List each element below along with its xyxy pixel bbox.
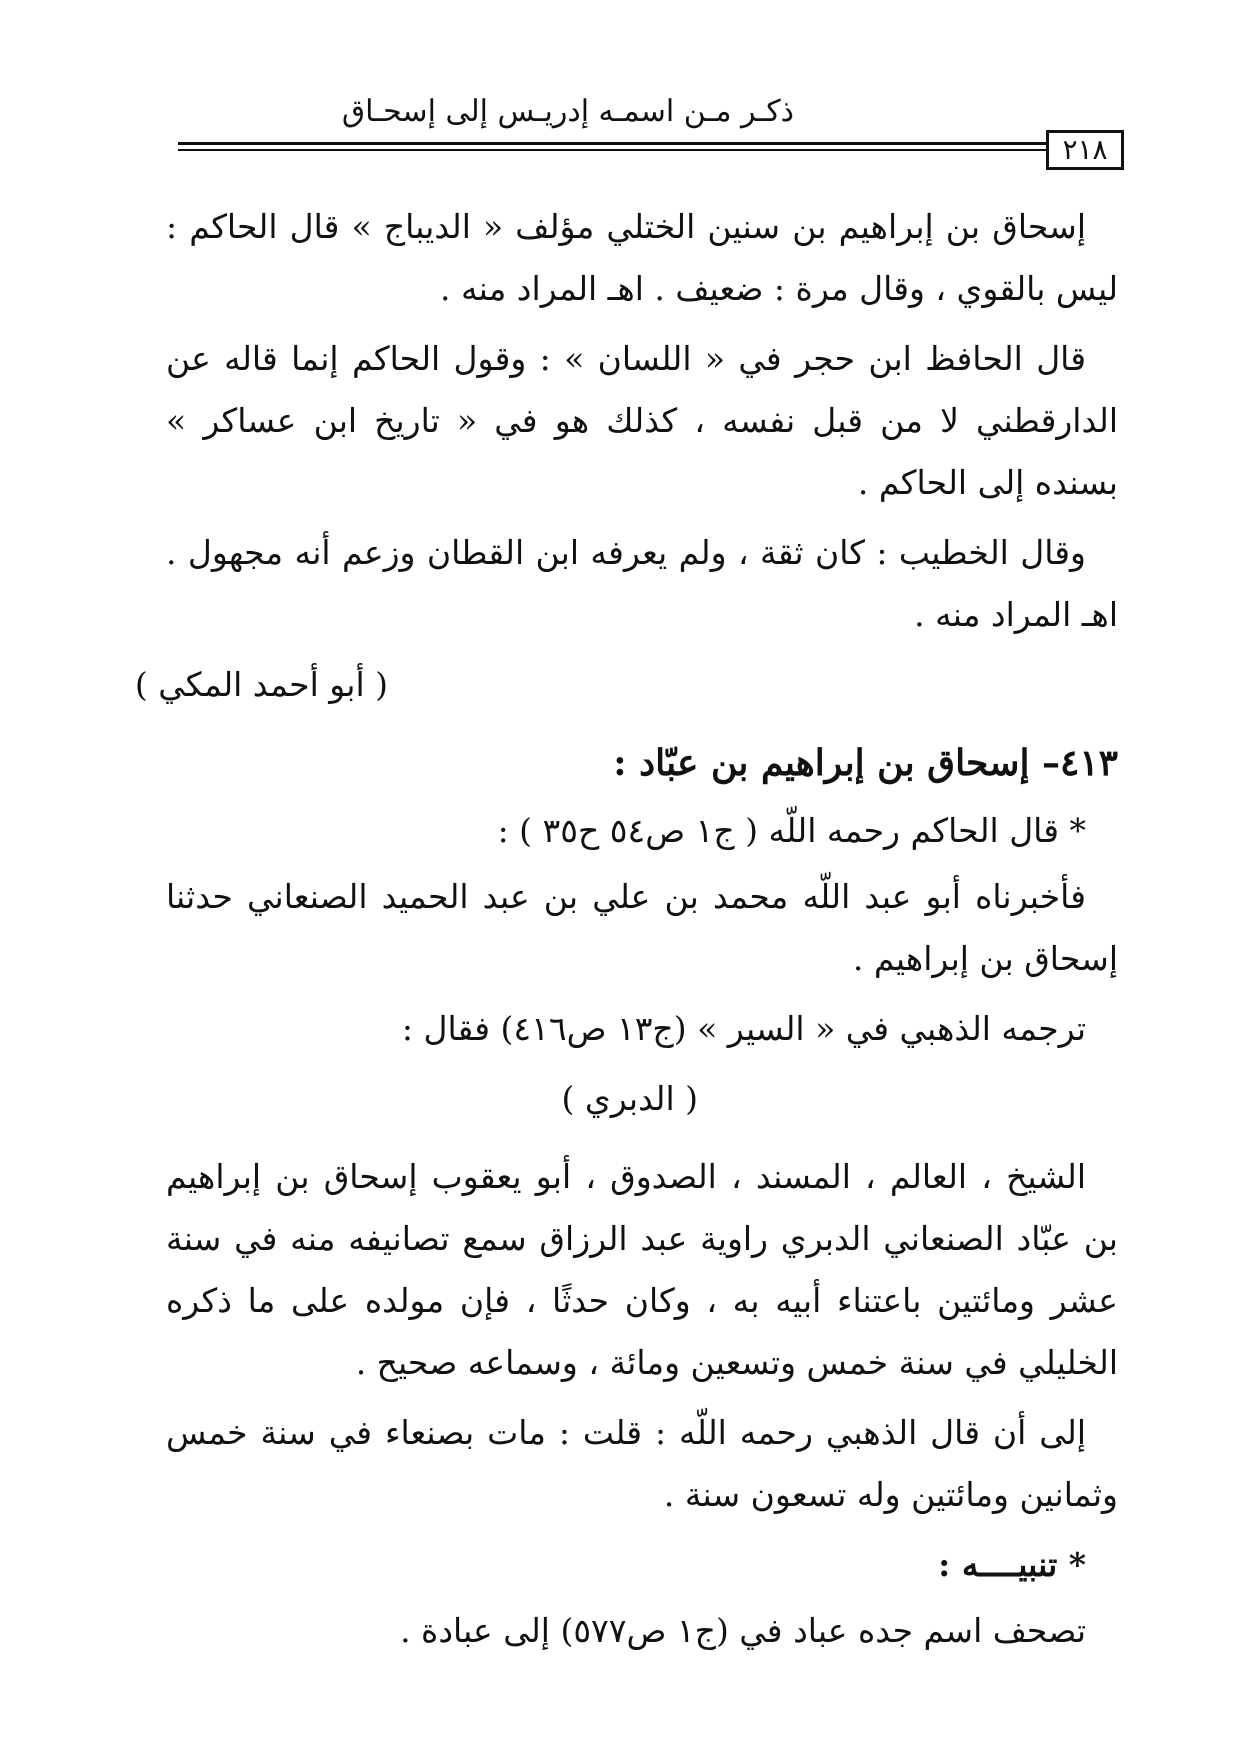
running-title: ذكـر مـن اسمـه إدريـس إلى إسحـاق xyxy=(341,94,794,129)
entry-heading: ٤١٣– إسحاق بن إبراهيم بن عبّاد : xyxy=(613,742,1118,784)
paragraph-8: تصحف اسم جده عباد في (ج١ ص٥٧٧) إلى عبادة . xyxy=(400,1611,1086,1650)
paragraph-4: فأخبرناه أبو عبد اللّه محمد بن علي بن عبد الحميد الصنعاني حدثنا إسحاق بن إبراهيم . xyxy=(166,877,1118,978)
paragraph-5: ترجمه الذهبي في « السير » (ج١٣ ص٤١٦) فقال : xyxy=(401,1009,1086,1048)
paragraph-7: إلى أن قال الذهبي رحمه اللّه : قلت : مات بصنعاء في سنة خمس وثمانين ومائتين وله تسعون سنة . xyxy=(166,1413,1118,1514)
kunya-line-2: ( الدبري ) xyxy=(561,1079,698,1118)
page-number: ٢١٨ xyxy=(1046,130,1124,170)
citation-line: * قال الحاكم رحمه اللّه ( ج١ ص٥٤ ح٣٥ ) : xyxy=(497,811,1086,850)
paragraph-3: وقال الخطيب : كان ثقة ، ولم يعرفه ابن القطان وزعم أنه مجهول . اهـ المراد منه . xyxy=(166,533,1118,634)
note-label: * تنبيــــه : xyxy=(938,1545,1086,1584)
page-header xyxy=(178,86,1124,176)
page-body xyxy=(134,196,1119,1670)
header-rule-thick xyxy=(178,142,1046,145)
kunya-line-1: ( أبو أحمد المكي ) xyxy=(134,665,388,704)
header-rule-thin xyxy=(178,149,1046,151)
paragraph-1: إسحاق بن إبراهيم بن سنين الختلي مؤلف « الديباج » قال الحاكم : ليس بالقوي ، وقال مرة : ضعيف . اهـ المراد منه . xyxy=(166,207,1118,308)
paragraph-2: قال الحافظ ابن حجر في « اللسان » : وقول الحاكم إنما قاله عن الدارقطني لا من قبل نفسه ، كذلك هو في « تاريخ ابن عساكر » بسنده إلى الحاكم . xyxy=(166,339,1118,502)
paragraph-6: الشيخ ، العالم ، المسند ، الصدوق ، أبو يعقوب إسحاق بن إبراهيم بن عبّاد الصنعاني الدبري راوية عبد الرزاق سمع تصانيفه منه في سنة عشر ومائتين باعتناء أبيه به ، وكان حدثًا ، فإن مولده على ما ذكره الخليلي في سنة خمس وتسعين ومائة ، وسماعه صحيح . xyxy=(166,1157,1119,1382)
